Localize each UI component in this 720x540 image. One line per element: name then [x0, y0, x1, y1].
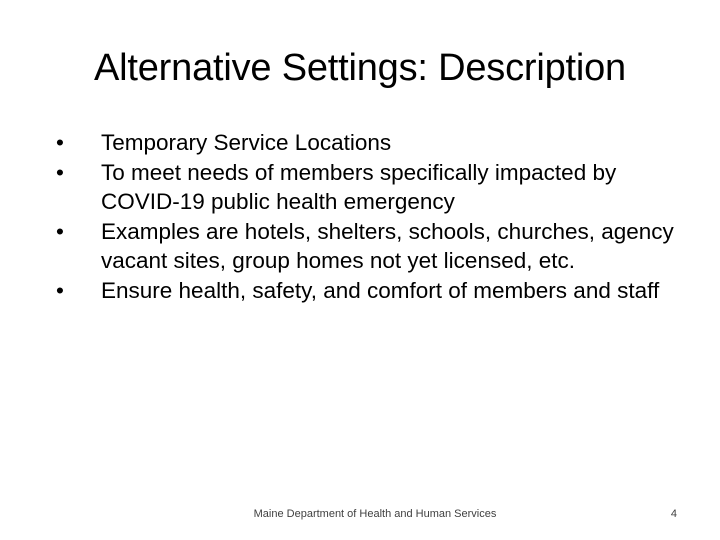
bullet-icon: •: [56, 130, 64, 155]
bullet-text: Ensure health, safety, and comfort of members and staff: [101, 277, 660, 303]
bullet-icon: •: [56, 218, 64, 244]
footer-organization: Maine Department of Health and Human Services: [253, 508, 497, 520]
bullet-item: [54, 276, 674, 306]
slide-title: Alternative Settings: Description: [94, 47, 626, 89]
bullet-text: Temporary Service Locations: [101, 130, 392, 155]
bullet-list: [54, 128, 674, 305]
bullet-item: [54, 128, 674, 158]
bullet-icon: •: [56, 159, 64, 185]
bullet-text: Examples are hotels, shelters, schools, churches, agency vacant sites, group homes not yet licensed, etc.: [101, 218, 674, 273]
bullet-item: [54, 217, 674, 276]
bullet-icon: •: [56, 277, 64, 303]
bullet-text: To meet needs of members specifically impacted by COVID-19 public health emergency: [101, 159, 617, 214]
page-number: 4: [670, 508, 677, 520]
bullet-item: [54, 158, 674, 217]
